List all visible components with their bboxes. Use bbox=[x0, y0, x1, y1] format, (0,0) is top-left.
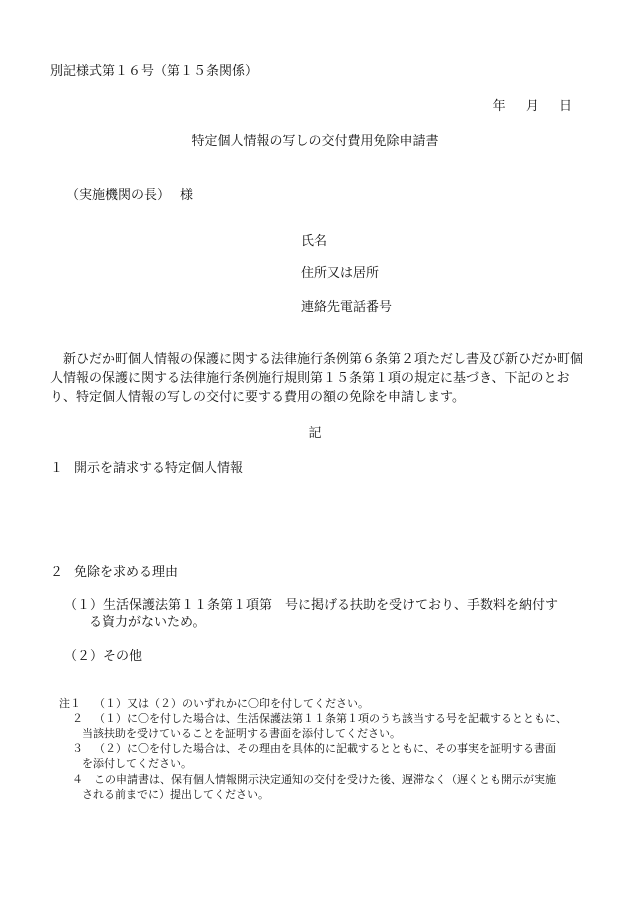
section1-number: １ bbox=[50, 461, 64, 476]
note-1: （１）又は（２）のいずれかに〇印を付してください。 bbox=[94, 697, 369, 710]
notes-label: 注１ bbox=[59, 697, 81, 710]
ki-heading: 記 bbox=[308, 426, 322, 441]
note-3-line1: （２）に〇を付した場合は、その理由を具体的に記載するとともに、その事実を証明する書面 bbox=[94, 742, 556, 755]
note-2-number: ２ bbox=[72, 712, 83, 725]
form-code: 別記様式第１６号（第１５条関係） bbox=[50, 64, 259, 79]
note-4-line1: この申請書は、保有個人情報開示決定通知の交付を受けた後、遅滞なく（遅くとも開示が実施 bbox=[94, 773, 556, 786]
addressee-honorific: 様 bbox=[180, 188, 194, 203]
section2-heading: 免除を求める理由 bbox=[74, 565, 179, 580]
section1-heading: 開示を請求する特定個人情報 bbox=[74, 461, 244, 476]
note-2-line2: 当該扶助を受けていることを証明する書面を添付してください。 bbox=[82, 727, 401, 740]
applicant-phone-label: 連絡先電話番号 bbox=[301, 300, 393, 315]
reason-option-2: （２）その他 bbox=[64, 649, 143, 664]
note-3-line2: を添付してください。 bbox=[82, 757, 192, 770]
note-4-line2: される前までに）提出してください。 bbox=[82, 788, 269, 801]
note-3-number: ３ bbox=[72, 742, 83, 755]
body-paragraph: 新ひだか町個人情報の保護に関する法律施行条例第６条第２項ただし書及び新ひだか町個人情報の保護に関する法律施行条例施行規則第１５条第１項の規定に基づき、下記のとおり、特定個人情報の写しの交付に要する費用の額の免除を申請します。 bbox=[50, 352, 584, 405]
note-4-number: ４ bbox=[72, 773, 83, 786]
date-month: 月 bbox=[525, 99, 539, 114]
applicant-name-label: 氏名 bbox=[301, 234, 328, 249]
date-line bbox=[477, 99, 572, 115]
date-year: 年 bbox=[492, 99, 506, 114]
note-2-line1: （１）に〇を付した場合は、生活保護法第１１条第１項のうち該当する号を記載するとともに、 bbox=[94, 712, 567, 725]
applicant-address-label: 住所又は居所 bbox=[301, 266, 380, 281]
addressee-name: （実施機関の長） bbox=[66, 188, 171, 203]
reason-option-1-line1: （１）生活保護法第１１条第１項第 号に掲げる扶助を受けており、手数料を納付す bbox=[64, 598, 559, 613]
document-title: 特定個人情報の写しの交付費用免除申請書 bbox=[191, 134, 439, 149]
date-day: 日 bbox=[558, 99, 572, 114]
reason-option-1-line2: る資力がないため。 bbox=[89, 615, 206, 630]
section2-number: ２ bbox=[50, 565, 64, 580]
